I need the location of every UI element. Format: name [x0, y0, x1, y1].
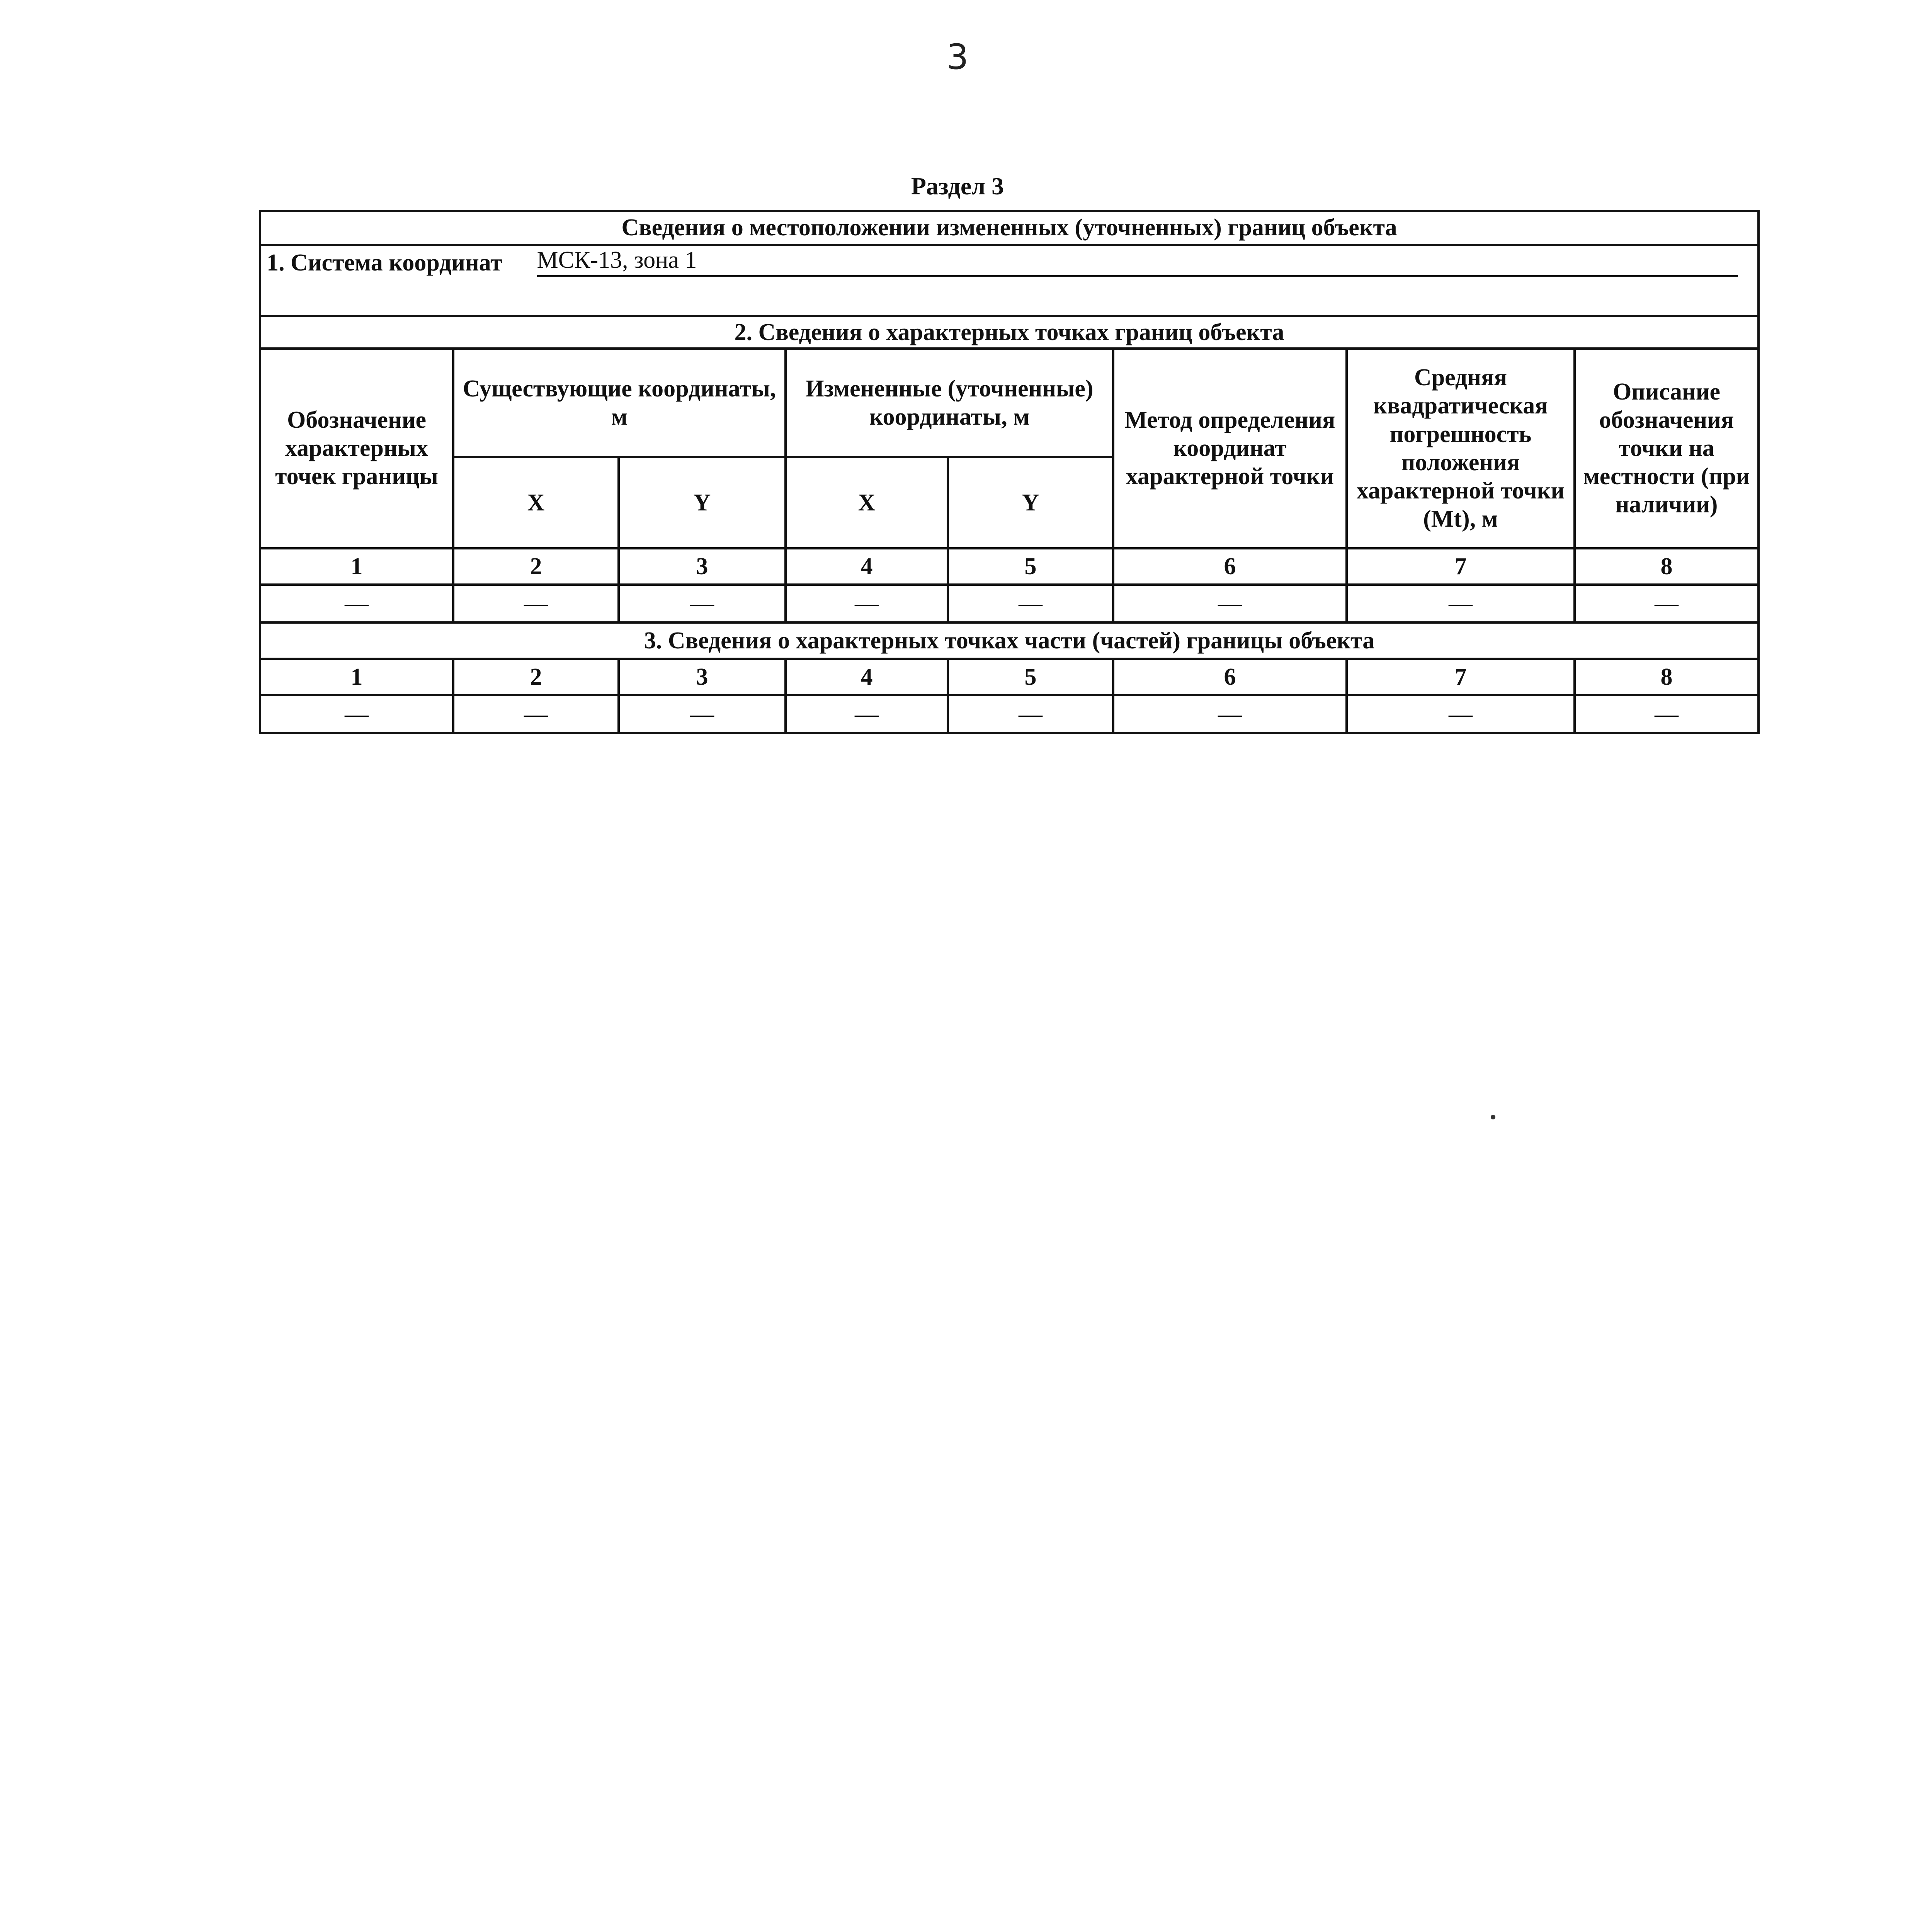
section2-column-numbers: [260, 548, 1759, 585]
empty-cell: —: [619, 585, 786, 622]
column-number: 1: [260, 548, 453, 585]
coordinate-system-label: 1. Система координат: [267, 250, 502, 276]
boundary-points-table: [259, 210, 1760, 734]
header-changed-x: X: [786, 457, 948, 548]
empty-cell: —: [1113, 585, 1347, 622]
column-number: 8: [1575, 659, 1759, 695]
header-existing-x: X: [453, 457, 619, 548]
column-number: 4: [786, 659, 948, 695]
empty-cell: —: [786, 585, 948, 622]
header-description: Описание обозначения точки на местности (при наличии): [1575, 349, 1759, 548]
empty-cell: —: [786, 695, 948, 733]
header-existing-coordinates: Существующие координаты, м: [453, 349, 786, 457]
header-changed-y: Y: [948, 457, 1113, 548]
empty-cell: —: [948, 695, 1113, 733]
table-title: Сведения о местоположении измененных (уточненных) границ объекта: [260, 211, 1759, 245]
empty-cell: —: [1113, 695, 1347, 733]
empty-cell: —: [1575, 695, 1759, 733]
empty-cell: —: [1575, 585, 1759, 622]
column-number: 2: [453, 659, 619, 695]
column-number: 4: [786, 548, 948, 585]
scan-speck: [1491, 1115, 1495, 1119]
header-existing-y: Y: [619, 457, 786, 548]
table-row: [260, 695, 1759, 733]
section2-title: 2. Сведения о характерных точках границ объекта: [260, 316, 1759, 349]
empty-cell: —: [260, 695, 453, 733]
coordinate-system-value: МСК-13, зона 1: [537, 246, 1738, 277]
empty-cell: —: [1347, 585, 1575, 622]
column-number: 7: [1347, 659, 1575, 695]
header-changed-coordinates: Измененные (уточненные) координаты, м: [786, 349, 1113, 457]
blank-spacer-row: [260, 277, 1759, 316]
empty-cell: —: [948, 585, 1113, 622]
column-number: 6: [1113, 548, 1347, 585]
empty-cell: —: [260, 585, 453, 622]
header-designation: Обозначение характерных точек границы: [260, 349, 453, 548]
section3-title: 3. Сведения о характерных точках части (частей) границы объекта: [260, 622, 1759, 659]
column-number: 3: [619, 659, 786, 695]
coordinate-system-row: [260, 245, 1759, 277]
empty-cell: —: [619, 695, 786, 733]
table-row: [260, 585, 1759, 622]
empty-cell: —: [453, 695, 619, 733]
column-number: 5: [948, 659, 1113, 695]
column-number: 1: [260, 659, 453, 695]
column-number: 8: [1575, 548, 1759, 585]
column-number: 7: [1347, 548, 1575, 585]
column-number: 2: [453, 548, 619, 585]
column-number: 5: [948, 548, 1113, 585]
empty-cell: —: [1347, 695, 1575, 733]
header-error: Средняя квадратическая погрешность положения характерной точки (Mt), м: [1347, 349, 1575, 548]
header-method: Метод определения координат характерной точки: [1113, 349, 1347, 548]
column-number: 6: [1113, 659, 1347, 695]
section-title: Раздел 3: [911, 172, 1004, 200]
column-number: 3: [619, 548, 786, 585]
section3-column-numbers: [260, 659, 1759, 695]
empty-cell: —: [453, 585, 619, 622]
page-number: 3: [946, 37, 969, 77]
